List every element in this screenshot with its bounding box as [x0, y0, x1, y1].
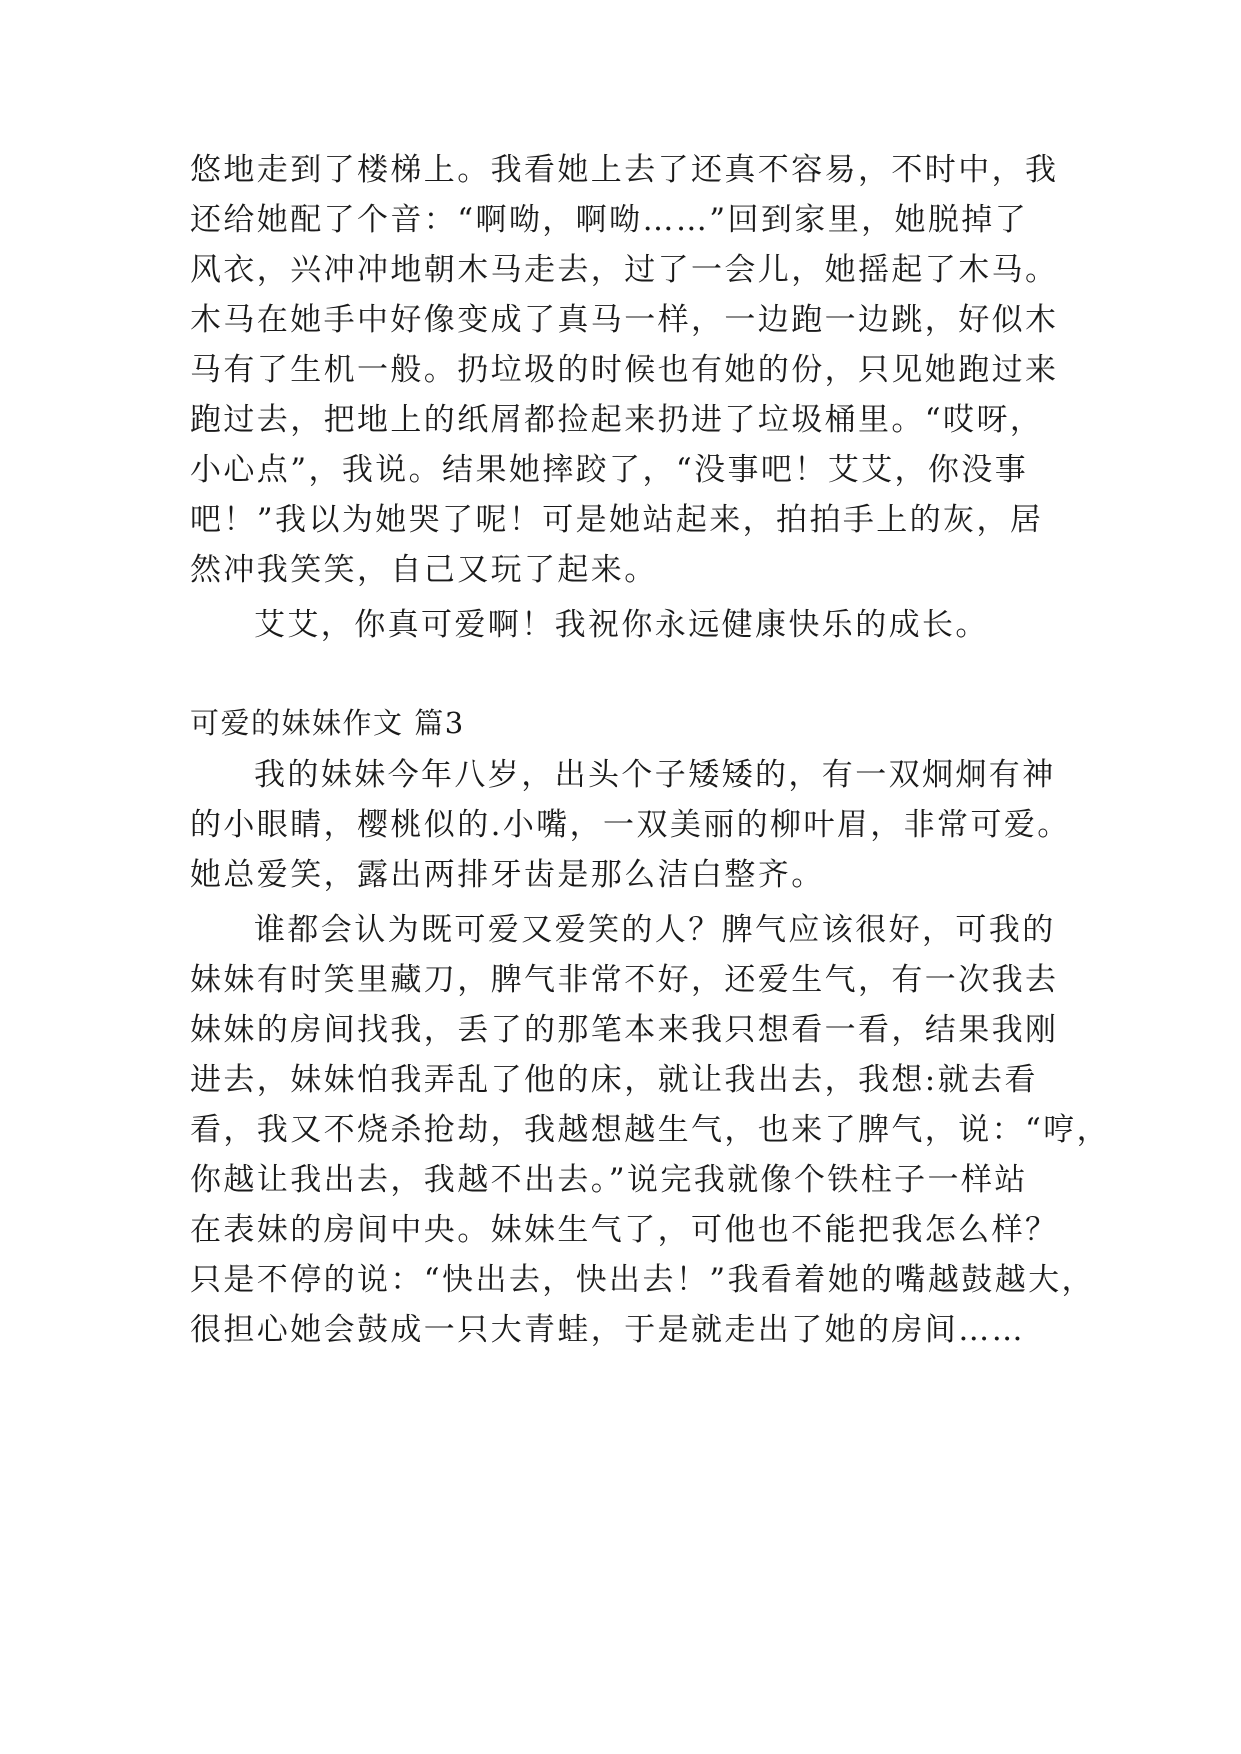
text-line: 吧！”我以为她哭了呢！可是她站起来，拍拍手上的灰，居 — [190, 502, 1044, 538]
text-line: 她总爱笑，露出两排牙齿是那么洁白整齐。 — [190, 857, 825, 893]
text-line: 木马在她手中好像变成了真马一样，一边跑一边跳，好似木 — [190, 302, 1059, 338]
text-line: 风衣，兴冲冲地朝木马走去，过了一会儿，她摇起了木马。 — [190, 252, 1059, 288]
text-line: 悠地走到了楼梯上。我看她上去了还真不容易，不时中，我 — [190, 152, 1059, 188]
text-line: 你越让我出去，我越不出去。”说完我就像个铁柱子一样站 — [190, 1162, 1028, 1198]
text-line: 妹妹有时笑里藏刀，脾气非常不好，还爱生气，有一次我去 — [190, 962, 1059, 998]
text-line: 在表妹的房间中央。妹妹生气了，可他也不能把我怎么样？ — [190, 1212, 1059, 1248]
text-line: 妹妹的房间找我，丢了的那笔本来我只想看一看，结果我刚 — [190, 1012, 1059, 1048]
text-line: 马有了生机一般。扔垃圾的时候也有她的份，只见她跑过来 — [190, 352, 1059, 388]
closing-line: 艾艾，你真可爱啊！我祝你永远健康快乐的成长。 — [254, 607, 989, 643]
text-line: 小心点”，我说。结果她摔跤了，“没事吧！艾艾，你没事 — [190, 452, 1029, 488]
section-heading: 可爱的妹妹作文 篇3 — [190, 706, 465, 740]
text-line: 谁都会认为既可爱又爱笑的人？脾气应该很好，可我的 — [254, 912, 1056, 948]
text-line: 看，我又不烧杀抢劫，我越想越生气，也来了脾气，说：“哼， — [190, 1112, 1111, 1148]
text-line: 只是不停的说：“快出去，快出去！”我看着她的嘴越鼓越大， — [190, 1262, 1095, 1298]
text-line: 还给她配了个音：“啊呦，啊呦……”回到家里，她脱掉了 — [190, 202, 1029, 238]
text-line: 的小眼睛，樱桃似的.小嘴，一双美丽的柳叶眉，非常可爱。 — [190, 807, 1071, 843]
text-line: 跑过去，把地上的纸屑都捡起来扔进了垃圾桶里。“哎呀， — [190, 402, 1044, 438]
text-line: 我的妹妹今年八岁，出头个子矮矮的，有一双炯炯有神 — [254, 757, 1056, 793]
text-line: 进去，妹妹怕我弄乱了他的床，就让我出去，我想:就去看 — [190, 1062, 1038, 1098]
text-line: 很担心她会鼓成一只大青蛙，于是就走出了她的房间…… — [190, 1312, 1025, 1348]
text-line: 然冲我笑笑，自己又玩了起来。 — [190, 552, 658, 588]
